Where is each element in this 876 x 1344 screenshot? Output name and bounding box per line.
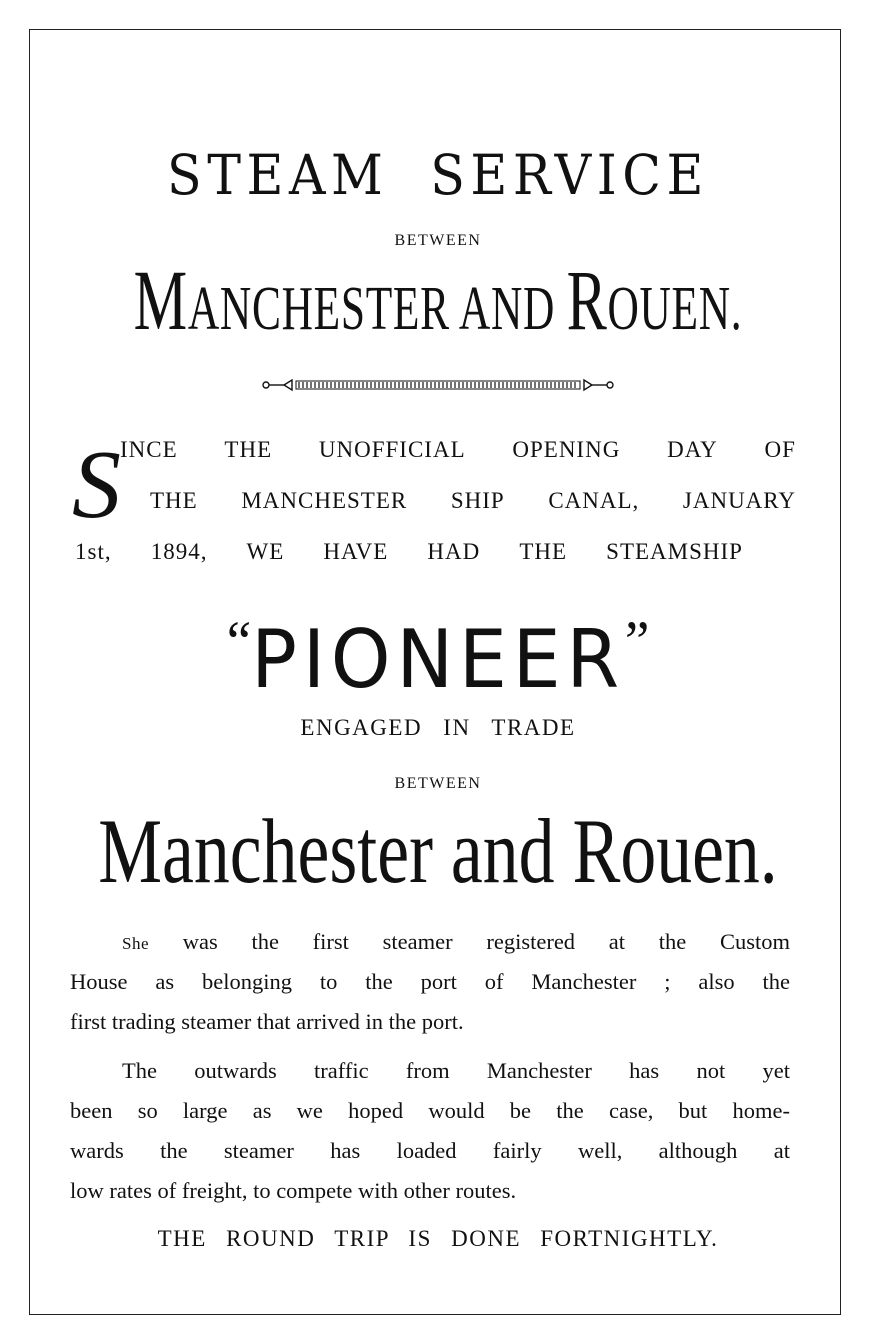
between-label-bottom: BETWEEN [394,775,482,792]
paragraph1-line3: first trading steamer that arrived in the port. [70,1009,464,1034]
paragraph2-line4: low rates of freight, to compete with other routes. [70,1178,517,1203]
line3-word: 1st, [75,539,112,564]
drop-cap: S [72,431,121,539]
intro-line-1 [120,437,796,463]
route-initial-m: M [133,252,188,348]
close-quote: ” [624,609,650,674]
line1-word: OPENING [512,437,621,462]
paragraph1-line1 [70,922,790,962]
between-label-top: BETWEEN [394,232,482,249]
line1-word: DAY [667,437,718,462]
decorative-rule [0,374,876,396]
line1-word: UNOFFICIAL [318,437,466,462]
ship-name-text: PIONEER [251,613,625,706]
line2-word: SHIP [450,488,505,513]
line1-word: INCE [120,437,178,462]
line1-word: OF [764,437,796,462]
ship-name [22,592,854,710]
paragraph1-line1-text: was the first steamer registered at the Custom [149,929,790,954]
line3-word: WE [246,539,285,564]
line3-word: HAVE [323,539,389,564]
intro-line-2 [150,488,796,514]
paragraph1-line2: House as belonging to the port of Manchester ; also the [70,969,790,994]
paragraph2-line3: wards the steamer has loaded fairly well, although at [70,1138,790,1163]
paragraph2-line2: been so large as we hoped would be the case, but home- [70,1098,790,1123]
route-initial-r: R [566,252,608,348]
ornament-rule-icon [258,374,618,396]
intro-line-3 [75,539,743,565]
line3-word: HAD [427,539,481,564]
line1-word: THE [224,437,273,462]
line3-word: 1894, [150,539,208,564]
paragraph-first-steamer [70,922,790,1042]
route-heading-bottom: Manchester and Rouen. [98,800,778,902]
engaged-in-trade: ENGAGED IN TRADE [300,715,576,740]
line2-word: MANCHESTER [241,488,408,513]
open-quote: “ [226,609,252,674]
paragraph1-lead: She [122,934,149,953]
route-text-1: ANCHESTER AND [187,275,567,343]
route-text-2: OUEN. [607,275,743,343]
line2-word: CANAL, [548,488,640,513]
round-trip-note: THE ROUND TRIP IS DONE FORTNIGHTLY. [157,1226,719,1251]
line2-word: JANUARY [682,488,796,513]
line3-word: THE [519,539,568,564]
steam-service-title: STEAM SERVICE [167,143,709,207]
paragraph2-line1: The outwards traffic from Manchester has not yet [122,1058,790,1083]
route-heading-top [131,252,744,357]
line2-word: THE [150,488,198,513]
line3-word: STEAMSHIP [606,539,743,564]
paragraph-traffic [70,1051,790,1211]
